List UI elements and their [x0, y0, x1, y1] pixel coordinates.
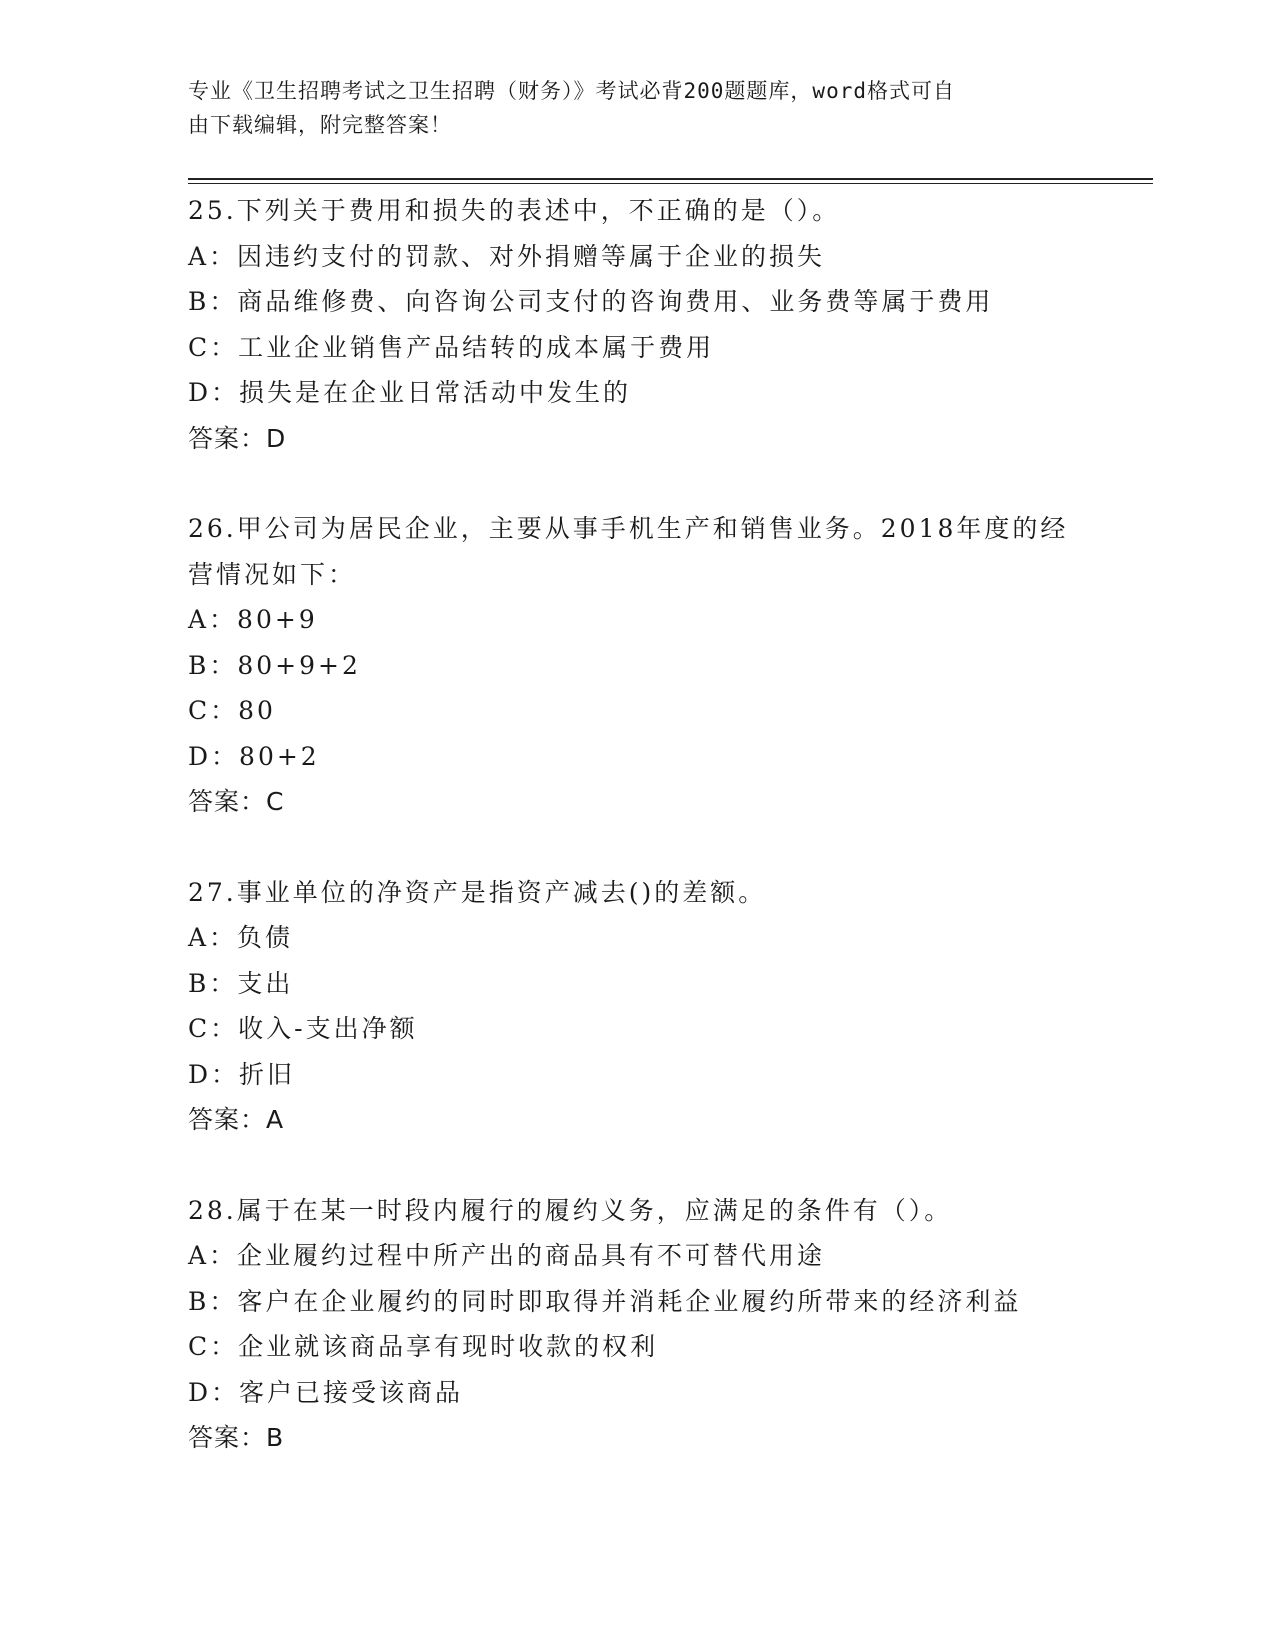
question-spacer	[188, 825, 1148, 870]
document-header	[188, 74, 1068, 142]
option-b: B：80+9+2	[188, 650, 361, 680]
option-c: C：80	[188, 696, 276, 725]
header-divider-thick	[188, 178, 1153, 180]
option-a: A：因违约支付的罚款、对外捐赠等属于企业的损失	[188, 241, 826, 271]
question-stem: 26.甲公司为居民企业，主要从事手机生产和销售业务。2018年度的经	[188, 514, 1069, 543]
header-line-1: 专业《卫生招聘考试之卫生招聘（财务）》考试必背200题题库，word格式可自	[188, 79, 955, 103]
question-spacer	[188, 1143, 1148, 1188]
option-b: B：商品维修费、向咨询公司支付的咨询费用、业务费等属于费用	[188, 287, 994, 316]
option-a: A：负债	[188, 923, 294, 952]
header-line-2: 由下载编辑，附完整答案！	[188, 113, 452, 137]
option-b: B：支出	[188, 968, 294, 998]
question-list	[188, 188, 1148, 1461]
question-stem: 27.事业单位的净资产是指资产减去()的差额。	[188, 877, 767, 907]
question-28	[188, 1188, 1148, 1461]
question-27	[188, 870, 1148, 1143]
option-a: A：企业履约过程中所产出的商品具有不可替代用途	[188, 1241, 826, 1270]
option-b: B：客户在企业履约的同时即取得并消耗企业履约所带来的经济利益	[188, 1286, 1022, 1316]
question-spacer	[188, 461, 1148, 506]
option-d: D：损失是在企业日常活动中发生的	[188, 378, 632, 407]
option-d: D：折旧	[188, 1059, 296, 1089]
option-c: C：工业企业销售产品结转的成本属于费用	[188, 332, 715, 362]
question-stem: 28.属于在某一时段内履行的履约义务，应满足的条件有（）。	[188, 1195, 953, 1225]
option-c: C：企业就该商品享有现时收款的权利	[188, 1332, 659, 1361]
header-divider-thin	[188, 183, 1153, 184]
option-c: C：收入-支出净额	[188, 1014, 418, 1043]
option-d: D：客户已接受该商品	[188, 1377, 464, 1407]
answer: 答案：B	[188, 1423, 285, 1452]
answer: 答案：D	[188, 423, 287, 453]
question-25	[188, 188, 1148, 461]
question-stem-continued: 营情况如下：	[188, 559, 357, 589]
option-d: D：80+2	[188, 741, 320, 771]
option-a: A：80+9	[188, 605, 318, 634]
question-stem: 25.下列关于费用和损失的表述中，不正确的是（）。	[188, 196, 841, 225]
question-26	[188, 506, 1148, 825]
answer: 答案：C	[188, 787, 285, 816]
answer: 答案：A	[188, 1105, 285, 1134]
